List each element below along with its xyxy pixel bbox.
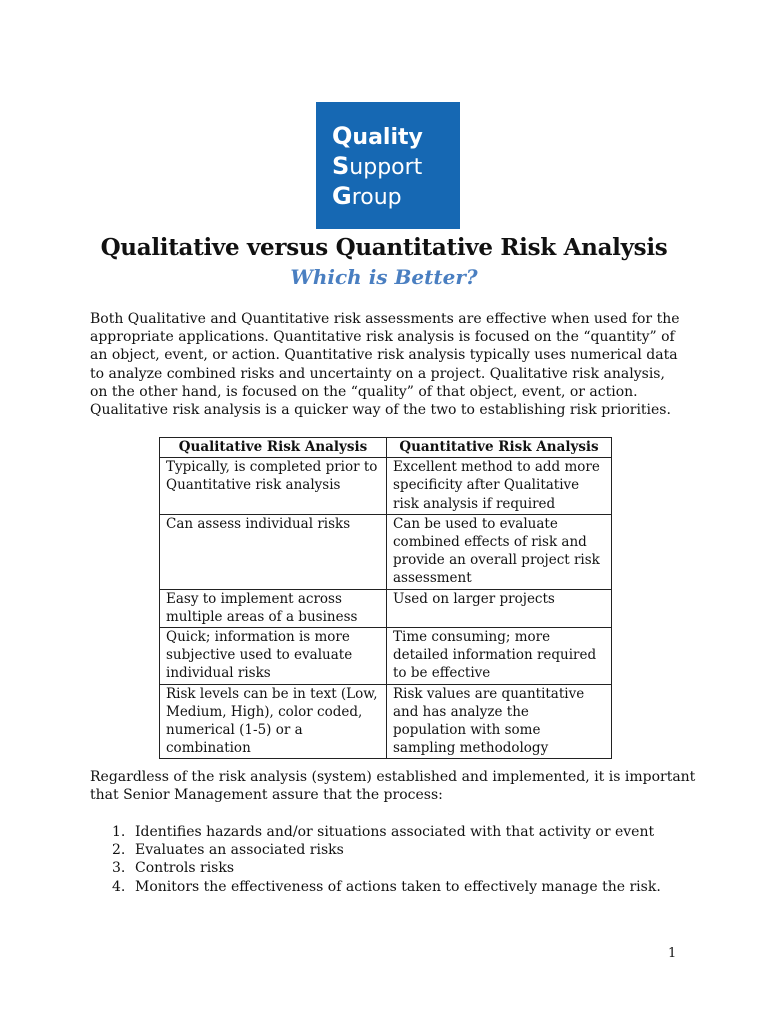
logo-line-quality: Quality <box>332 122 423 150</box>
comparison-table <box>159 437 612 759</box>
quantitative-cell: Time consuming; more detailed information required to be effective <box>387 628 612 685</box>
list-item: 2. Evaluates an associated risks <box>112 842 344 859</box>
quality-support-group-logo <box>316 102 460 229</box>
quantitative-cell: Used on larger projects <box>387 589 612 627</box>
process-steps-list <box>90 823 710 896</box>
closing-paragraph: Regardless of the risk analysis (system) established and implemented, it is important that Senior Management assure that the process: <box>90 769 696 804</box>
table-row <box>160 458 612 515</box>
page-number: 1 <box>668 946 677 961</box>
qualitative-cell: Quick; information is more subjective used to evaluate individual risks <box>160 628 387 685</box>
list-item: 4. Monitors the effectiveness of actions taken to effectively manage the risk. <box>112 878 661 895</box>
page-title: Qualitative versus Quantitative Risk Analysis <box>100 234 668 261</box>
table-header-row <box>160 438 612 458</box>
table-row <box>160 684 612 759</box>
qualitative-cell: Typically, is completed prior to Quantitative risk analysis <box>160 458 387 515</box>
page-subtitle: Which is Better? <box>290 265 478 289</box>
qualitative-cell: Can assess individual risks <box>160 514 387 589</box>
logo-line-group: Group <box>332 182 402 210</box>
table-row <box>160 514 612 589</box>
quantitative-cell: Can be used to evaluate combined effects of risk and provide an overall project risk assessment <box>387 514 612 589</box>
header-qualitative: Qualitative Risk Analysis <box>160 438 387 458</box>
logo-line-support: Support <box>332 152 423 180</box>
list-item: 1. Identifies hazards and/or situations associated with that activity or event <box>112 824 655 840</box>
quantitative-cell: Excellent method to add more specificity after Qualitative risk analysis if required <box>387 458 612 515</box>
table-row <box>160 628 612 685</box>
header-quantitative: Quantitative Risk Analysis <box>387 438 612 458</box>
table-row <box>160 589 612 627</box>
qualitative-cell: Easy to implement across multiple areas of a business <box>160 589 387 627</box>
quantitative-cell: Risk values are quantitative and has analyze the population with some sampling methodology <box>387 684 612 759</box>
qualitative-cell: Risk levels can be in text (Low, Medium, High), color coded, numerical (1-5) or a combination <box>160 684 387 759</box>
intro-paragraph: Both Qualitative and Quantitative risk assessments are effective when used for the appropriate applications. Quantitative risk analysis is focused on the “quantity” of an object, event, or action. Quantitative risk analysis typically uses numerical data to analyze combined risks and uncertainty on a project. Qualitative risk analysis, on the other hand, is focused on the “quality” of that object, event, or action. Qualitative risk analysis is a quicker way of the two to establishing risk priorities. <box>90 311 680 419</box>
list-item: 3. Controls risks <box>112 860 235 877</box>
